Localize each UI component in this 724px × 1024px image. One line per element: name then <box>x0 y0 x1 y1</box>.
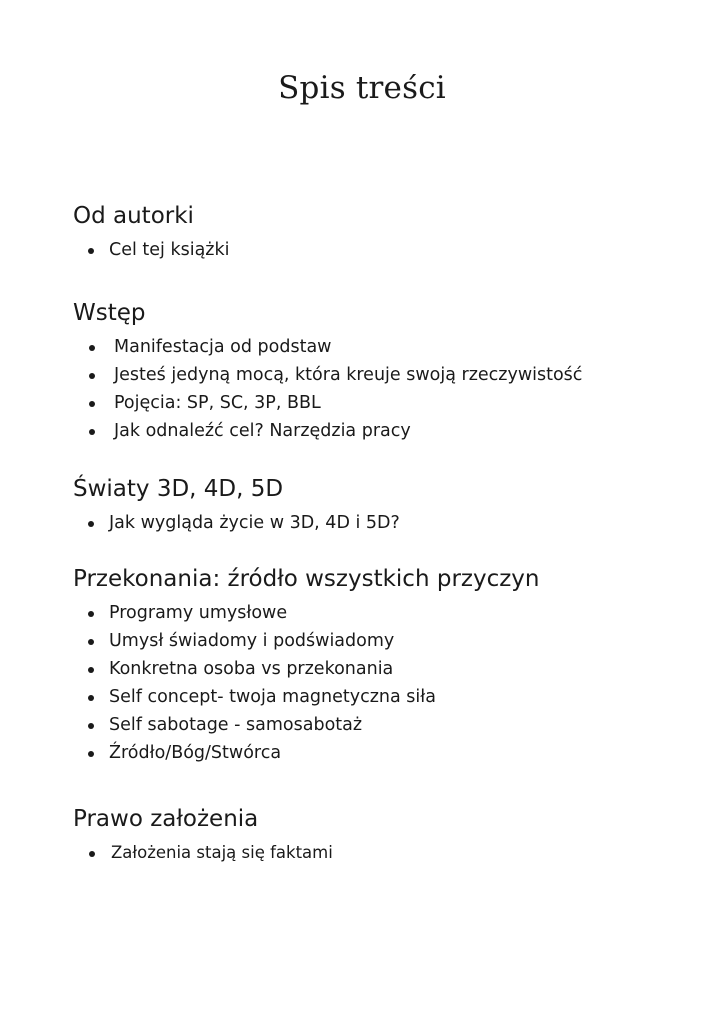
list-item: Jak odnaleźć cel? Narzędzia pracy <box>73 417 693 445</box>
toc-section-swiaty <box>73 474 693 537</box>
section-item-list <box>73 333 693 445</box>
toc-section-prawo-zalozenia <box>73 804 693 867</box>
list-item: Self concept- twoja magnetyczna siła <box>73 683 693 711</box>
section-title: Światy 3D, 4D, 5D <box>73 476 284 502</box>
section-title: Przekonania: źródło wszystkich przyczyn <box>73 566 540 592</box>
toc-section-od-autorki <box>73 201 693 264</box>
list-item: Umysł świadomy i podświadomy <box>73 627 693 655</box>
section-item-list <box>73 599 693 767</box>
section-title: Od autorki <box>73 203 194 229</box>
list-item: Self sabotage - samosabotaż <box>73 711 693 739</box>
list-item: Manifestacja od podstaw <box>73 333 693 361</box>
list-item: Programy umysłowe <box>73 599 693 627</box>
page-title: Spis treści <box>278 70 446 106</box>
list-item: Jesteś jedyną mocą, która kreuje swoją rzeczywistość <box>73 361 693 389</box>
section-title: Prawo założenia <box>73 806 259 832</box>
section-item-list <box>73 509 693 537</box>
list-item: Źródło/Bóg/Stwórca <box>73 739 693 767</box>
list-item: Jak wygląda życie w 3D, 4D i 5D? <box>73 509 693 537</box>
section-item-list <box>73 236 693 264</box>
toc-section-wstep <box>73 298 693 445</box>
list-item: Pojęcia: SP, SC, 3P, BBL <box>73 389 693 417</box>
list-item: Założenia stają się faktami <box>73 839 693 867</box>
list-item: Konkretna osoba vs przekonania <box>73 655 693 683</box>
list-item: Cel tej książki <box>73 236 693 264</box>
toc-section-przekonania <box>73 564 693 767</box>
section-item-list <box>73 839 693 867</box>
section-title: Wstęp <box>73 300 146 326</box>
